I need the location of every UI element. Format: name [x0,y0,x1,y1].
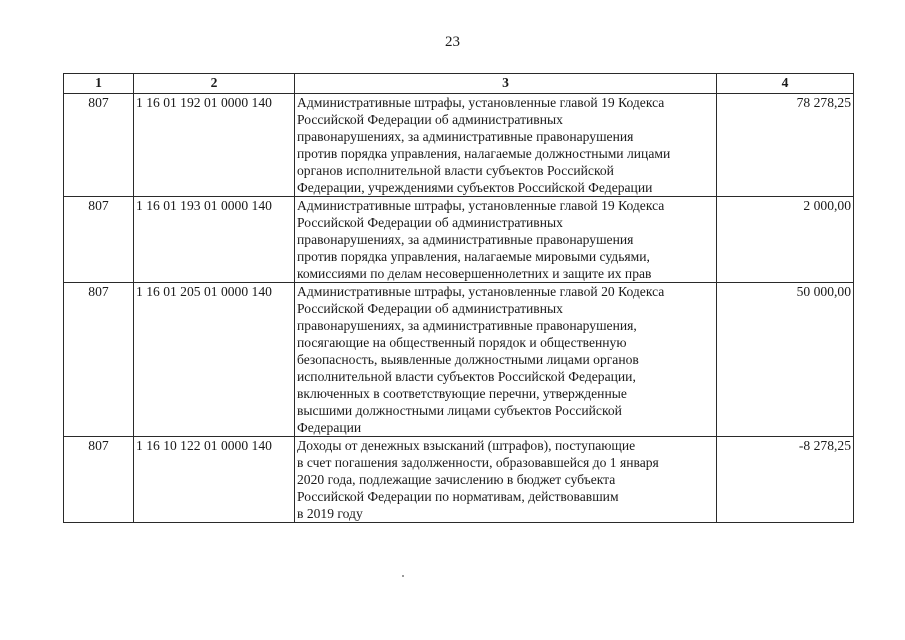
revenue-name-line: Российской Федерации по нормативам, действовавшим [297,489,619,504]
header-col-3: 3 [295,74,717,94]
revenue-name-line: Административные штрафы, установленные главой 19 Кодекса [297,95,665,110]
table-row [64,437,854,523]
table-body [64,94,854,523]
revenue-name-line: Федерации, учреждениями субъектов Российской Федерации [297,180,653,195]
header-col-2: 2 [134,74,295,94]
table-row [64,94,854,197]
revenue-name-line: комиссиями по делам несовершеннолетних и защите их прав [297,266,652,281]
admin-code-cell: 807 [64,94,134,197]
revenue-name-line: Доходы от денежных взысканий (штрафов), поступающие [297,438,636,453]
revenue-name-cell [295,283,717,437]
scan-speck [402,575,404,577]
revenue-name-line: Федерации [297,420,362,435]
admin-code-cell: 807 [64,197,134,283]
amount-cell: 50 000,00 [717,283,854,437]
admin-code-cell: 807 [64,437,134,523]
budget-code-cell: 1 16 01 192 01 0000 140 [134,94,295,197]
amount-cell: 2 000,00 [717,197,854,283]
revenue-name-line: включенных в соответствующие перечни, утвержденные [297,386,627,401]
revenue-table [63,73,854,523]
revenue-name-line: 2020 года, подлежащие зачислению в бюджет субъекта [297,472,616,487]
revenue-name-line: органов исполнительной власти субъектов Российской [297,163,614,178]
revenue-name-line: Российской Федерации об административных [297,301,563,316]
revenue-name-line: Российской Федерации об административных [297,215,563,230]
revenue-name-cell [295,437,717,523]
amount-cell: 78 278,25 [717,94,854,197]
header-col-4: 4 [717,74,854,94]
revenue-name-cell [295,197,717,283]
page-number: 23 [445,34,460,50]
revenue-name-line: правонарушениях, за административные правонарушения [297,129,634,144]
table-row [64,197,854,283]
header-col-1: 1 [64,74,134,94]
revenue-name-line: безопасность, выявленные должностными лицами органов [297,352,639,367]
admin-code-cell: 807 [64,283,134,437]
budget-code-cell: 1 16 01 193 01 0000 140 [134,197,295,283]
revenue-name-line: Российской Федерации об административных [297,112,563,127]
revenue-name-line: правонарушениях, за административные правонарушения [297,232,634,247]
revenue-name-line: в счет погашения задолженности, образовавшейся до 1 января [297,455,659,470]
revenue-name-line: против порядка управления, налагаемые должностными лицами [297,146,671,161]
revenue-name-line: высшими должностными лицами субъектов Российской [297,403,622,418]
revenue-name-line: посягающие на общественный порядок и общественную [297,335,627,350]
amount-cell: -8 278,25 [717,437,854,523]
table-header [64,74,854,94]
revenue-name-line: исполнительной власти субъектов Российской Федерации, [297,369,636,384]
revenue-name-line: против порядка управления, налагаемые мировыми судьями, [297,249,650,264]
budget-code-cell: 1 16 10 122 01 0000 140 [134,437,295,523]
header-row [64,74,854,94]
revenue-name-cell [295,94,717,197]
revenue-name-line: правонарушениях, за административные правонарушения, [297,318,637,333]
budget-code-cell: 1 16 01 205 01 0000 140 [134,283,295,437]
revenue-name-line: Административные штрафы, установленные главой 20 Кодекса [297,284,665,299]
table-row [64,283,854,437]
revenue-name-line: в 2019 году [297,506,363,521]
revenue-name-line: Административные штрафы, установленные главой 19 Кодекса [297,198,665,213]
